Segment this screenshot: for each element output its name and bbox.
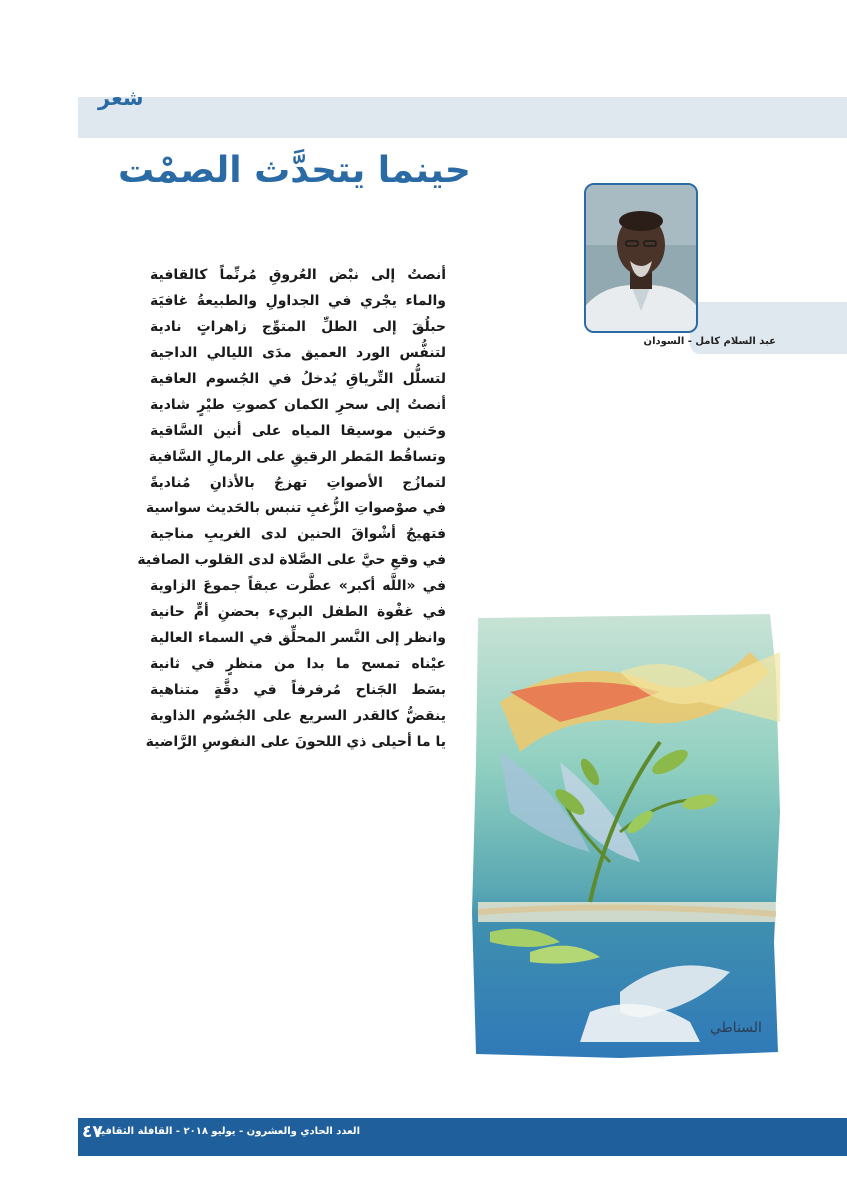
poem-line: في وقعِ حيَّ على الصَّلاة لدى القلوب الصافية [137,552,446,569]
article-title: حينما يتحدَّث الصمْت [118,150,471,191]
painting-signature: السناطي [710,1020,762,1036]
poem-line: أنصتُ إلى سحرِ الكمان كصوتِ طيْرٍ شادية [150,396,446,413]
poem-line: في غفْوة الطفل البريء بحضنِ أمٍّ حانية [150,604,446,621]
poem-line: في صوْصواتِ الزُّغبِ تنبس بالحَديث سواسية [145,500,446,517]
poem-line: والماء يجْري في الجداولِ والطبيعةُ غافيَة [150,292,446,309]
poem-line: حبلُقَ إلى الطلِّ المتوِّج زاهراتٍ نادية [150,318,446,335]
poem-line: وانظر إلى النَّسر المحلِّق في السماء العالية [150,630,446,647]
page-number: ٤٧ [82,1122,103,1142]
author-caption: عبد السلام كامل - السودان [643,336,776,347]
poem-line: وتساقُط المَطر الرقيقِ على الرمالِ السَّافية [148,448,446,465]
poem-line: يا ما أحيلى ذي اللحونَ على النفوسِ الرَّاضية [145,733,446,750]
poem-line: لتمازُج الأصواتِ تهزجُ بالأذانِ مُناديةً [150,474,446,491]
section-label: شعر [98,86,144,110]
poem-line: بسَط الجَناح مُرفرفاً في دقَّةٍ متناهية [150,682,446,698]
poem-line: عيْناه تمسح ما بدا من منظرٍ في ثانية [150,656,446,673]
poem-line: في «اللَّه أكبر» عطَّرت عبقاً جموعَ الزاوية [150,578,446,595]
section-header-band [78,97,847,138]
footer-band [78,1118,847,1156]
footer-issue-info: العدد الحادي والعشرون - يوليو ٢٠١٨ - القافلة الثقافية [95,1126,360,1137]
illustration-painting [470,612,782,1060]
poem-line: لتنفُّس الورد العميق مدَى الليالي الداجية [150,344,446,361]
poem-text [137,262,446,755]
poem-line: ينقضُّ كالقدر السريع على الجُسُوم الذاوية [150,707,446,724]
poem-line: أنصتُ إلى نبْض العُروقِ مُرنِّماً كالقافية [150,267,446,283]
poem-line: فتهيجُ أشْواقَ الحنين لدى الغريبِ مناجية [150,526,446,543]
author-photo [584,183,698,333]
poem-line: وحَنين موسيقا المياه على أنين السَّاقية [150,422,446,439]
poem-line: لتسلُّل التِّرياقِ يُدخلُ في الجُسوم العافية [150,370,446,387]
